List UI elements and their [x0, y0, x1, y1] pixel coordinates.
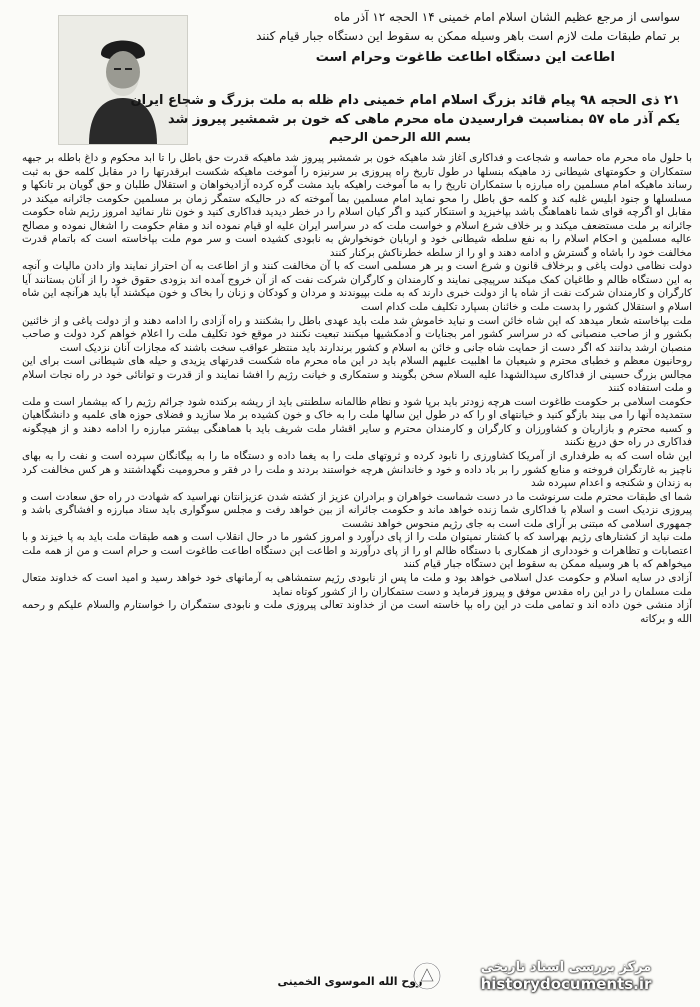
- body-paragraph: این شاه است که به طرفداری از آمریکا کشاورزی را نابود کرده و ثروتهای ملت را به یغما داده و دستگاه ما را به بیگانگان سپرده است و نفت را به بهای ناچیز به غارتگران فروخته و منابع کشور را بر باد داده و خود و خاندانش هرچه خواستند بردند و ملت را در فقر و محرومیت نگهداشتند و هر کس مخالفت کرد به زندان و شکنجه و اعدام سپرده شد: [22, 450, 692, 490]
- header-line-2: بر تمام طبقات ملت لازم است باهر وسیله ممکن به سقوط این دستگاه جبار قیام کنند: [256, 29, 680, 43]
- body-paragraph: ملت بپاخاسته شعار میدهد که این شاه خائن است و نباید خاموش شد ملت باید عهدی باطل را بشکنند و راه آزادی را ادامه دهند و از دولت یاغی و از خائنین بکشور و از صاحب منصبانی که در سراسر کشور امر بجنایات و آدمکشیها میکنند تبعیت نکنند در موقع خود تکلیف ملت را اعلام خواهم کرد دولت و صاحب منصبان ارشد بدانند که اگر دست از حمایت شاه جانی و خائن به اسلام و کشور برندارند باید منتظر عواقب سخت باشند که مجازات آنان نزدیک است: [22, 314, 692, 354]
- date-line-1: ۲۱ ذی الحجه ۹۸ پیام قائد بزرگ اسلام امام خمینی دام ظله به ملت بزرگ و شجاع ایران: [130, 93, 680, 108]
- body-paragraph: دولت نظامی دولت یاغی و برخلاف قانون و شرع است و بر هر مسلمی است که با آن مخالفت کنند و از اطاعت به آن احتراز نمایند واز دادن مالیات و آنچه به این دستگاه ظالم و طاغیان کمک میکند سرپیچی نمایند و کارمندان و کارگران شرکت نفت که از آن خروج آمده اند بزودی حقوق خود را از آنان بستانند آیا کارگران و کارمندان شرکت نفت از شاه یا از دولت خبری دارند که به ملت بپیوندند و مردان و کودکان و زنان را بخاک و خون میکشند آیا باید هرآنچه این شاه اسلام و استقلال کشور را بدست ملت و خائنان بسپارد تکلیف ملت کدام است: [22, 260, 692, 314]
- body-paragraph: حکومت اسلامی بر حکومت طاغوت است هرچه زودتر باید برپا شود و نظام ظالمانه سلطنتی باید از ریشه برکنده شود جرائم رژیم را که بیشمار است و ملت ستمدیده آنها را می بیند بازگو کنید و خیانتهای او را که در طول این سالها ملت را به خاک و خون کشیده بر ملا سازید و فضلای حوزه های علمیه و دانشگاهیان و کسبه محترم و بازاریان و کشاورزان و کارگران و کارمندان محترم و سایر اقشار ملت شریف باید با هماهنگی بیشتر مبارزه را ادامه دهند و از هیچگونه فداکاری در راه حق دریغ نکنند: [22, 395, 692, 449]
- archive-watermark: [412, 953, 692, 999]
- watermark-url: historydocuments.ir: [480, 974, 652, 993]
- body-paragraph: آزاد منشی خون داده اند و تمامی ملت در این راه بپا خاسته است من از خداوند تعالی پیروزی ملت و نابودی ستمگران را خواستارم والسلام علیکم و رحمه الله و برکاته: [22, 599, 692, 625]
- document-title: اطاعت این دستگاه اطاعت طاغوت وحرام است: [315, 50, 615, 65]
- body-paragraph: ملت نباید از کشتارهای رژیم بهراسد که با کشتار نمیتوان ملت را از پای درآورد و امروز کشور ما در حال انقلاب است و همه طبقات ملت باید به پا خیزند و با اعتصابات و تظاهرات و خودداری از همکاری با دستگاه ظالم او را از پای درآورند و اطاعت این دستگاه اطاعت طاغوت است و حرام است و من از همه ملت میخواهم که با هر وسیله ممکن به سقوط این دستگاه جبار قیام کنند: [22, 531, 692, 571]
- signature: روح الله الموسوی الخمینی: [277, 975, 423, 988]
- bismillah-heading: بسم الله الرحمن الرحیم: [328, 130, 472, 144]
- date-line-2: یکم آذر ماه ۵۷ بمناسبت فرارسیدن ماه محرم ماهی که خون بر شمشیر پیروز شد: [168, 112, 680, 127]
- body-paragraph: با حلول ماه محرم ماه حماسه و شجاعت و فداکاری آغاز شد ماهیکه خون بر شمشیر پیروز شد ماهیکه قدرت حق باطل را تا ابد محکوم و داغ باطله بر جبهه ستمکاران و حکومتهای شیطانی زد ماهیکه بنسلها در طول تاریخ راه پیروزی بر سرنیزه را آموخت ماهیکه شکست ابرقدرتها را در مقابل کلمه حق به ثبت رساند ماهیکه امام مسلمین راه مبارزه با ستمکاران تاریخ را به ما آموخت راهیکه باید مشت گره کرده آزادیخواهان و استقلال طلبان و حق گویان بر تانکها و مسلسلها و جنود ابلیس غلبه کند و کلمه حق باطل را محو نماید امام مسلمین بما آموخته که در حالیکه ستمگر زمان بر مسلمین حکومت جائرانه میکند در مقابل او اگرچه قوای شما ناهماهنگ باشد بپاخیزید و استنکار کنید و اگر کیان اسلام را در خطر دیدید فداکاری کنید و خون نثار نمائید امروز رژیم شاه حکومت جائرانه بر ملت مستضعف میکند و بر خلاف شرع اسلام و خواست ملت که در سراسر ایران علیه او قیام نموده اند و مقام حکومت را اشغال نموده و مصالح عالیه مسلمین و احکام اسلام را به نفع سلطه شیطانی خود و اربابان خونخوارش به نابودی کشیده است و سر موم ملت بپاخاسته است که باتمام قدرت مخالفت خود را باشاه و گسترش و ادامه دهند و او را از سلطه خطرناکش برکنار کنند: [22, 152, 692, 259]
- message-body: [22, 152, 692, 992]
- watermark-title: مرکز بررسی اسناد تاریخی: [480, 959, 652, 975]
- archive-logo-icon: [412, 961, 442, 991]
- body-paragraph: روحانیون معظم و خطبای محترم و شیعیان ما اهلبیت علیهم السلام باید در این ماه محرم ماه شکست قدرتهای یزیدی و حیله های شیطانی است برای این مجالس بزرگ حسینی از فداکاری سیدالشهدا علیه السلام سخن بگویند و ستمکاری و خیانت رژیم را افشا نمایند و از قدرت و توانائی خود در راه نجات اسلام و ملت استفاده کنند: [22, 355, 692, 395]
- header-line-1: سواسی از مرجع عظیم الشان اسلام امام خمینی ۱۴ الحجه ۱۲ آذر ماه: [333, 10, 680, 24]
- body-paragraph: شما ای طبقات محترم ملت سرنوشت ما در دست شماست خواهران و برادران عزیز از کشته شدن عزیزانتان نهراسید که شهادت در راه حق سعادت است و پیروزی نزدیک است و اسلام با فداکاری شما زنده خواهد ماند و حکومت جائرانه از بین خواهد رفت و مجلس سوگواری باید ستاد مبارزه و افشاگری باشد و جمهوری اسلامی که مبتنی بر آرای ملت است به جای رژیم منحوس خواهد نشست: [22, 490, 692, 530]
- body-paragraph: آزادی در سایه اسلام و حکومت عدل اسلامی خواهد بود و ملت ما پس از نابودی رژیم ستمشاهی به آرمانهای خود خواهد رسید و امید است که خداوند متعال ملت مسلمان را در این راه مقدس موفق و پیروز فرماید و دست ستمکاران را از کشور کوتاه نماید: [22, 571, 692, 598]
